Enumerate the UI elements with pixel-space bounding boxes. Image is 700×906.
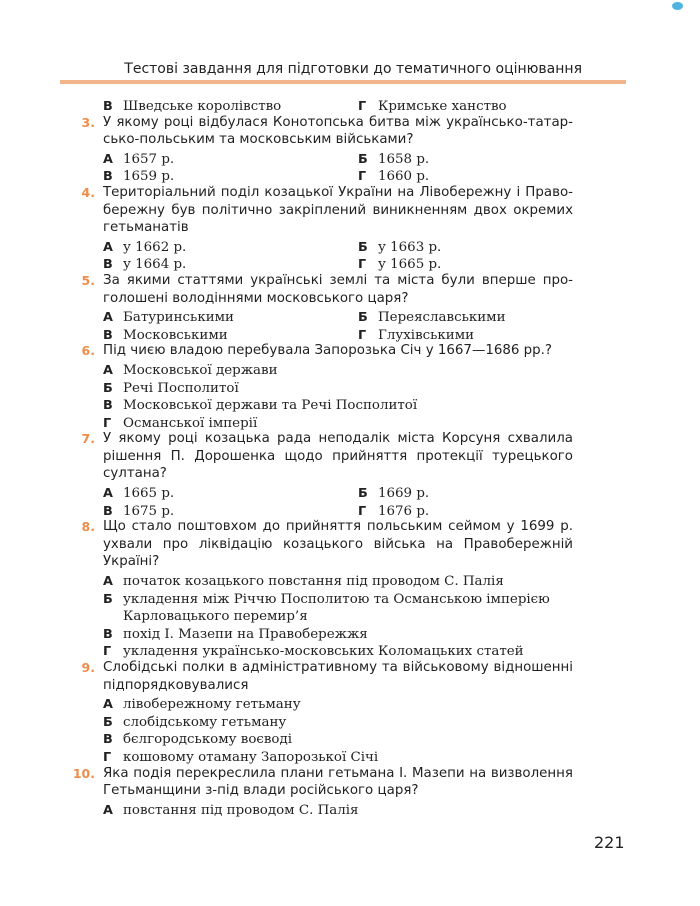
option-letter: В	[103, 327, 113, 343]
answer-row	[0, 712, 700, 730]
question-number: 5.	[81, 272, 95, 288]
option-text: лівобережному гетьману	[123, 697, 301, 713]
question-number: 6.	[81, 343, 95, 359]
question-number: 10.	[72, 765, 95, 781]
question-text: За якими статтями українські землі та міста були вперше про-	[103, 272, 573, 288]
question-row	[0, 782, 700, 800]
question-row	[0, 219, 700, 237]
option-text: 1657 р.	[123, 151, 175, 167]
answer-row	[0, 589, 700, 607]
option-letter: А	[103, 802, 113, 818]
option-letter: В	[103, 169, 113, 185]
question-row	[0, 677, 700, 695]
question-text: бережну був політично закріплений виникненням двох окремих	[103, 202, 573, 218]
question-row	[0, 553, 700, 571]
question-row	[0, 184, 700, 202]
option-text: 1659 р.	[123, 169, 175, 185]
option-letter: Г	[358, 99, 367, 114]
option-text: у 1663 р.	[378, 239, 442, 255]
option-text: Карловацького перемир’я	[123, 609, 308, 625]
question-row	[0, 202, 700, 220]
option-text: початок козацького повстання під проводом С. Палія	[123, 574, 504, 590]
option-text: Шведське королівство	[123, 99, 282, 114]
answer-row	[0, 237, 700, 255]
option-letter: А	[103, 486, 113, 502]
answer-row	[0, 413, 700, 431]
option-letter: Б	[358, 310, 368, 326]
running-title: Тестові завдання для підготовки до тематичного оцінювання	[124, 61, 582, 77]
option-letter: А	[103, 151, 113, 167]
question-row	[0, 114, 700, 132]
option-letter: Б	[103, 714, 113, 730]
option-text: Московської держави та Речі Посполитої	[123, 398, 418, 414]
question-row	[0, 536, 700, 554]
answer-row	[0, 325, 700, 343]
answer-row	[0, 624, 700, 642]
question-row	[0, 465, 700, 483]
option-text: Кримське ханство	[378, 99, 507, 114]
option-letter: Г	[358, 257, 367, 273]
option-text: Московськими	[123, 327, 228, 343]
question-row	[0, 518, 700, 536]
option-letter: Г	[358, 503, 367, 519]
option-letter: А	[103, 310, 113, 326]
question-text: гетьманатів	[103, 220, 189, 236]
answer-row	[0, 149, 700, 167]
option-text: 1675 р.	[123, 503, 175, 519]
question-row	[0, 342, 700, 360]
question-text: Слобідські полки в адміністративному та військовому відношенні	[103, 660, 573, 675]
option-text: слобідському гетьману	[123, 714, 287, 730]
option-text: 1676 р.	[378, 503, 430, 519]
question-text: підпорядковувалися	[103, 677, 249, 693]
answer-row	[0, 606, 700, 624]
option-letter: Г	[103, 415, 112, 431]
option-letter: Б	[358, 486, 368, 502]
option-text: Глухівськими	[378, 327, 475, 343]
option-letter: А	[103, 697, 113, 713]
option-letter: Б	[103, 380, 113, 396]
option-text: Османської імперії	[123, 415, 258, 431]
question-text: Яка подія перекреслила плани гетьмана І. Мазепи на визволення	[103, 765, 573, 781]
option-text: Переяславськими	[378, 310, 506, 326]
header-rule	[60, 80, 626, 84]
question-text: Територіальний поділ козацької України на Лівобережну і Право-	[103, 184, 573, 200]
option-text: бєлгородському воєводі	[123, 732, 293, 748]
option-letter: В	[103, 398, 113, 414]
option-letter: В	[103, 626, 113, 642]
option-text: повстання під проводом С. Палія	[123, 802, 359, 818]
question-row	[0, 290, 700, 308]
option-text: 1660 р.	[378, 169, 430, 185]
answer-row	[0, 378, 700, 396]
question-text: рішення П. Дорошенка щодо прийняття протекції турецького	[103, 448, 573, 464]
option-text: укладення між Річчю Посполитою та Османською імперією	[123, 591, 550, 607]
question-number: 4.	[81, 184, 95, 200]
option-letter: Г	[358, 327, 367, 343]
question-row	[0, 131, 700, 149]
question-text: султана?	[103, 466, 167, 482]
option-letter: А	[103, 362, 113, 378]
answer-row	[0, 254, 700, 272]
answer-row	[0, 747, 700, 765]
question-row	[0, 430, 700, 448]
option-letter: Б	[358, 239, 368, 255]
option-letter: Б	[358, 151, 368, 167]
page-number: 221	[594, 833, 625, 852]
option-text: у 1665 р.	[378, 257, 442, 273]
question-text: Що стало поштовхом до прийняття польським сеймом у 1699 р.	[103, 519, 573, 535]
option-text: Батуринськими	[123, 310, 234, 326]
question-text: сько-польським та московським військами?	[103, 132, 414, 148]
answer-row	[0, 641, 700, 659]
option-text: Московської держави	[123, 362, 278, 378]
option-letter: Г	[103, 749, 112, 765]
question-row	[0, 765, 700, 783]
answer-row	[0, 501, 700, 519]
question-number: 9.	[81, 660, 95, 675]
corner-marker	[672, 2, 683, 10]
question-text: Україні?	[103, 554, 160, 570]
question-text: Гетьманщини з-під влади російського царя?	[103, 783, 419, 799]
option-letter: В	[103, 99, 113, 114]
answer-row	[0, 729, 700, 747]
answer-row	[0, 483, 700, 501]
question-number: 3.	[81, 114, 95, 130]
option-letter: Б	[103, 591, 113, 607]
option-text: у 1662 р.	[123, 239, 187, 255]
option-letter: В	[103, 257, 113, 273]
question-text: У якому році відбулася Конотопська битва між українсько-татар-	[103, 114, 573, 130]
answer-row	[0, 307, 700, 325]
question-text: У якому році козацька рада неподалік міста Корсуня схвалила	[103, 431, 573, 447]
option-text: укладення українсько-московських Коломацьких статей	[123, 644, 524, 660]
answer-row	[0, 360, 700, 378]
option-letter: В	[103, 732, 113, 748]
question-text: голошені володіннями московського царя?	[103, 290, 409, 306]
question-text: ухвали про ліквідацію козацького війська на Правобережній	[103, 536, 573, 552]
answer-row	[0, 96, 700, 114]
option-text: кошовому отаману Запорозької Січі	[123, 749, 379, 765]
answer-row	[0, 395, 700, 413]
option-text: у 1664 р.	[123, 257, 187, 273]
option-text: 1665 р.	[123, 486, 175, 502]
question-row	[0, 272, 700, 290]
option-text: 1658 р.	[378, 151, 430, 167]
option-text: 1669 р.	[378, 486, 430, 502]
option-letter: А	[103, 239, 113, 255]
question-number: 8.	[81, 519, 95, 535]
question-text: Під чиєю владою перебувала Запорозька Січ у 1667—1686 рр.?	[103, 343, 553, 359]
answer-row	[0, 571, 700, 589]
option-letter: Г	[103, 644, 112, 660]
option-letter: В	[103, 503, 113, 519]
question-row	[0, 448, 700, 466]
answer-row	[0, 166, 700, 184]
option-letter: А	[103, 574, 113, 590]
option-text: похід І. Мазепи на Правобережжя	[123, 626, 368, 642]
answer-row	[0, 800, 700, 818]
option-text: Речі Посполитої	[123, 380, 239, 396]
option-letter: Г	[358, 169, 367, 185]
question-row	[0, 659, 700, 677]
answer-option	[103, 800, 358, 820]
test-questions	[0, 96, 700, 817]
question-number: 7.	[81, 431, 95, 447]
answer-row	[0, 694, 700, 712]
